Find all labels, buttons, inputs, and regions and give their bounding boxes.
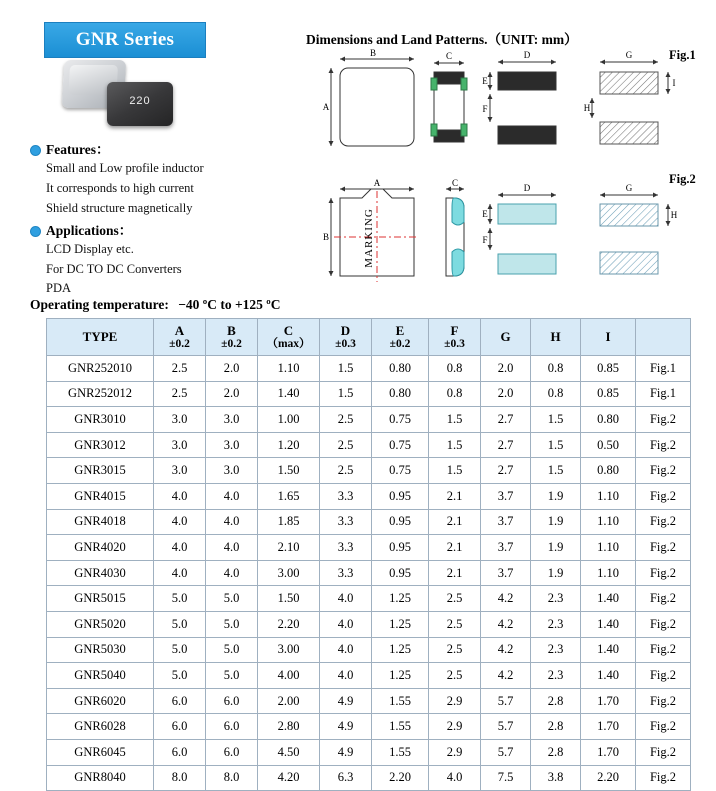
specification-table — [46, 318, 691, 791]
table-cell: 2.8 — [531, 714, 581, 740]
application-item: LCD Display etc. — [46, 242, 134, 256]
table-cell: 0.75 — [372, 432, 429, 458]
table-cell: 2.5 — [154, 381, 206, 407]
table-cell: 1.55 — [372, 714, 429, 740]
table-cell: 4.0 — [154, 560, 206, 586]
feature-item: Shield structure magnetically — [46, 201, 193, 215]
table-cell: 3.7 — [481, 560, 531, 586]
table-cell: 4.0 — [206, 535, 258, 561]
svg-text:B: B — [322, 232, 330, 242]
table-cell: 2.0 — [206, 356, 258, 382]
table-row — [47, 356, 691, 382]
table-cell: 3.8 — [531, 765, 581, 791]
svg-text:A: A — [322, 102, 330, 112]
table-cell: Fig.1 — [636, 356, 691, 382]
table-cell: 2.5 — [320, 458, 372, 484]
table-cell: Fig.2 — [636, 611, 691, 637]
operating-temperature-label: Operating temperature: — [30, 297, 169, 312]
cell-type: GNR3010 — [47, 407, 154, 433]
table-row — [47, 765, 691, 791]
table-cell: 4.9 — [320, 739, 372, 765]
table-cell: 3.7 — [481, 509, 531, 535]
table-cell: 1.55 — [372, 688, 429, 714]
dimension-drawings — [318, 48, 698, 293]
table-cell: 5.7 — [481, 688, 531, 714]
table-cell: 5.0 — [206, 637, 258, 663]
table-row — [47, 483, 691, 509]
table-cell: 1.5 — [531, 432, 581, 458]
table-cell: Fig.2 — [636, 458, 691, 484]
svg-text:G: G — [625, 50, 633, 60]
table-cell: 2.10 — [258, 535, 320, 561]
table-cell: 1.5 — [320, 356, 372, 382]
cell-type: GNR3012 — [47, 432, 154, 458]
table-cell: 2.8 — [531, 739, 581, 765]
table-cell: 2.80 — [258, 714, 320, 740]
table-cell: 0.80 — [581, 458, 636, 484]
table-cell: 3.3 — [320, 560, 372, 586]
table-cell: 2.20 — [372, 765, 429, 791]
svg-text:B: B — [369, 48, 377, 58]
svg-text:A: A — [373, 178, 381, 188]
table-cell: 7.5 — [481, 765, 531, 791]
table-cell: 1.25 — [372, 637, 429, 663]
table-cell: 4.9 — [320, 688, 372, 714]
table-row — [47, 688, 691, 714]
table-cell: 2.9 — [429, 739, 481, 765]
table-cell: 2.0 — [481, 356, 531, 382]
cell-type: GNR5015 — [47, 586, 154, 612]
table-cell: 1.5 — [320, 381, 372, 407]
feature-item: It corresponds to high current — [46, 181, 194, 195]
table-cell: 4.20 — [258, 765, 320, 791]
table-cell: 2.7 — [481, 458, 531, 484]
application-item: For DC TO DC Converters — [46, 262, 182, 276]
table-cell: 3.7 — [481, 483, 531, 509]
table-cell: 3.3 — [320, 509, 372, 535]
inductor-chip-dark — [107, 82, 173, 126]
table-cell: 6.0 — [154, 714, 206, 740]
svg-text:F: F — [482, 235, 488, 245]
table-cell: 5.0 — [206, 611, 258, 637]
table-cell: 2.20 — [258, 611, 320, 637]
table-cell: 3.0 — [154, 407, 206, 433]
table-cell: 1.55 — [372, 739, 429, 765]
table-cell: 1.10 — [258, 356, 320, 382]
col-header-f: F ±0.3 — [429, 319, 481, 356]
cell-type: GNR5020 — [47, 611, 154, 637]
table-cell: Fig.1 — [636, 381, 691, 407]
table-cell: 2.5 — [154, 356, 206, 382]
col-header-h: H — [531, 319, 581, 356]
col-header-e: E ±0.2 — [372, 319, 429, 356]
dimensions-heading-text: Dimensions and Land Patterns.（UNIT: mm） — [306, 32, 578, 47]
table-cell: 1.5 — [429, 407, 481, 433]
table-row — [47, 458, 691, 484]
table-cell: 1.10 — [581, 509, 636, 535]
table-cell: Fig.2 — [636, 663, 691, 689]
table-cell: 4.0 — [154, 535, 206, 561]
cell-type: GNR252012 — [47, 381, 154, 407]
table-cell: 2.3 — [531, 611, 581, 637]
table-row — [47, 535, 691, 561]
operating-temperature — [30, 297, 281, 313]
cell-type: GNR6028 — [47, 714, 154, 740]
table-cell: 2.0 — [206, 381, 258, 407]
cell-type: GNR4018 — [47, 509, 154, 535]
table-cell: Fig.2 — [636, 586, 691, 612]
table-body — [47, 356, 691, 791]
table-cell: 1.50 — [258, 458, 320, 484]
fig2-label: Fig.2 — [669, 172, 696, 186]
table-cell: 4.50 — [258, 739, 320, 765]
table-cell: 4.0 — [154, 509, 206, 535]
table-cell: 0.50 — [581, 432, 636, 458]
table-row — [47, 714, 691, 740]
table-cell: 4.0 — [206, 560, 258, 586]
table-cell: 1.40 — [581, 663, 636, 689]
table-cell: 3.0 — [206, 458, 258, 484]
cell-type: GNR4015 — [47, 483, 154, 509]
table-row — [47, 611, 691, 637]
table-cell: 4.0 — [154, 483, 206, 509]
feature-item: Small and Low profile inductor — [46, 161, 204, 175]
features-heading-text: Features： — [46, 142, 110, 157]
col-header-d: D ±0.3 — [320, 319, 372, 356]
applications-heading-text: Applications： — [46, 223, 133, 238]
col-header-a: A ±0.2 — [154, 319, 206, 356]
table-cell: 0.75 — [372, 458, 429, 484]
svg-text:MARKING: MARKING — [363, 208, 375, 268]
table-cell: 6.0 — [154, 688, 206, 714]
svg-text:F: F — [482, 104, 488, 114]
table-cell: 1.50 — [258, 586, 320, 612]
cell-type: GNR6045 — [47, 739, 154, 765]
table-cell: 0.8 — [531, 381, 581, 407]
table-cell: 1.85 — [258, 509, 320, 535]
table-row — [47, 407, 691, 433]
table-cell: 5.0 — [154, 663, 206, 689]
table-cell: Fig.2 — [636, 739, 691, 765]
table-cell: 3.0 — [154, 458, 206, 484]
table-cell: 2.5 — [429, 586, 481, 612]
svg-text:E: E — [482, 209, 488, 219]
table-cell: 1.40 — [581, 611, 636, 637]
table-cell: 0.85 — [581, 356, 636, 382]
svg-text:H: H — [583, 103, 591, 113]
table-cell: 1.25 — [372, 586, 429, 612]
table-cell: 1.5 — [531, 458, 581, 484]
table-cell: 2.8 — [531, 688, 581, 714]
table-cell: 5.7 — [481, 714, 531, 740]
table-cell: 0.80 — [372, 381, 429, 407]
cell-type: GNR4020 — [47, 535, 154, 561]
table-cell: 0.95 — [372, 535, 429, 561]
table-cell: 4.0 — [320, 637, 372, 663]
table-cell: 2.9 — [429, 688, 481, 714]
table-cell: 4.2 — [481, 611, 531, 637]
table-cell: 1.20 — [258, 432, 320, 458]
table-cell: 2.5 — [429, 663, 481, 689]
table-cell: 1.65 — [258, 483, 320, 509]
table-cell: Fig.2 — [636, 688, 691, 714]
col-header-type: TYPE — [47, 319, 154, 356]
table-row — [47, 586, 691, 612]
table-cell: 2.00 — [258, 688, 320, 714]
table-cell: 3.00 — [258, 560, 320, 586]
table-cell: 2.5 — [429, 611, 481, 637]
table-cell: 1.10 — [581, 483, 636, 509]
table-cell: 5.0 — [206, 586, 258, 612]
table-cell: 3.3 — [320, 535, 372, 561]
table-cell: 4.2 — [481, 637, 531, 663]
table-cell: 6.0 — [154, 739, 206, 765]
table-row — [47, 739, 691, 765]
table-cell: Fig.2 — [636, 560, 691, 586]
svg-text:E: E — [482, 76, 488, 86]
table-cell: 2.5 — [320, 432, 372, 458]
table-cell: 1.00 — [258, 407, 320, 433]
table-cell: Fig.2 — [636, 714, 691, 740]
table-cell: Fig.2 — [636, 637, 691, 663]
table-cell: 2.5 — [429, 637, 481, 663]
table-cell: 5.0 — [206, 663, 258, 689]
table-cell: 3.3 — [320, 483, 372, 509]
table-row — [47, 663, 691, 689]
table-row — [47, 381, 691, 407]
table-cell: 1.9 — [531, 509, 581, 535]
cell-type: GNR3015 — [47, 458, 154, 484]
table-cell: 4.0 — [320, 586, 372, 612]
table-cell: 4.9 — [320, 714, 372, 740]
cell-type: GNR6020 — [47, 688, 154, 714]
table-cell: 0.95 — [372, 509, 429, 535]
table-header-row — [47, 319, 691, 356]
operating-temperature-value: −40 ºC to +125 ºC — [178, 297, 281, 312]
svg-text:C: C — [451, 178, 459, 188]
bullet-dot-icon — [30, 145, 41, 156]
table-cell: 1.70 — [581, 739, 636, 765]
table-cell: 4.0 — [320, 663, 372, 689]
table-cell: 3.00 — [258, 637, 320, 663]
table-cell: 1.70 — [581, 714, 636, 740]
features-heading — [30, 138, 110, 158]
table-cell: 1.40 — [258, 381, 320, 407]
table-cell: 1.5 — [429, 458, 481, 484]
cell-type: GNR4030 — [47, 560, 154, 586]
table-cell: 1.70 — [581, 688, 636, 714]
table-cell: 5.7 — [481, 739, 531, 765]
table-cell: 0.75 — [372, 407, 429, 433]
table-cell: 0.85 — [581, 381, 636, 407]
table-cell: 3.7 — [481, 535, 531, 561]
table-cell: 6.0 — [206, 714, 258, 740]
table-cell: 2.20 — [581, 765, 636, 791]
table-row — [47, 432, 691, 458]
table-cell: 0.95 — [372, 560, 429, 586]
table-row — [47, 509, 691, 535]
table-cell: 8.0 — [154, 765, 206, 791]
svg-text:D: D — [523, 183, 531, 193]
table-cell: 2.3 — [531, 586, 581, 612]
table-cell: 2.7 — [481, 407, 531, 433]
table-cell: 2.1 — [429, 535, 481, 561]
table-cell: 4.0 — [206, 483, 258, 509]
cell-type: GNR8040 — [47, 765, 154, 791]
table-cell: 6.0 — [206, 688, 258, 714]
application-item: PDA — [46, 281, 72, 295]
table-cell: 1.25 — [372, 663, 429, 689]
table-cell: 3.0 — [206, 432, 258, 458]
table-cell: 2.9 — [429, 714, 481, 740]
table-cell: Fig.2 — [636, 535, 691, 561]
table-cell: 2.1 — [429, 560, 481, 586]
cell-type: GNR252010 — [47, 356, 154, 382]
table-cell: 2.1 — [429, 509, 481, 535]
table-cell: 6.3 — [320, 765, 372, 791]
table-cell: 3.0 — [206, 407, 258, 433]
table-head — [47, 319, 691, 356]
table-cell: 4.2 — [481, 663, 531, 689]
table-cell: 2.0 — [481, 381, 531, 407]
table-cell: 1.10 — [581, 560, 636, 586]
table-cell: 0.80 — [372, 356, 429, 382]
table-cell: 2.3 — [531, 663, 581, 689]
table-cell: 5.0 — [154, 586, 206, 612]
table-cell: 0.8 — [429, 356, 481, 382]
series-title-text: GNR Series — [75, 29, 175, 50]
table-cell: 0.95 — [372, 483, 429, 509]
table-cell: Fig.2 — [636, 765, 691, 791]
dimensions-heading — [306, 28, 578, 48]
table-cell: 2.5 — [320, 407, 372, 433]
series-title-badge — [44, 22, 206, 58]
table-cell: 8.0 — [206, 765, 258, 791]
col-header-i: I — [581, 319, 636, 356]
bullet-dot-icon — [30, 226, 41, 237]
svg-text:D: D — [523, 50, 531, 60]
table-cell: Fig.2 — [636, 483, 691, 509]
table-cell: 2.1 — [429, 483, 481, 509]
table-cell: 4.0 — [320, 611, 372, 637]
table-cell: 4.0 — [206, 509, 258, 535]
cell-type: GNR5040 — [47, 663, 154, 689]
table-cell: 4.0 — [429, 765, 481, 791]
table-cell: 0.8 — [429, 381, 481, 407]
applications-heading — [30, 219, 132, 239]
table-cell: 3.0 — [154, 432, 206, 458]
table-cell: 1.25 — [372, 611, 429, 637]
fig1-label: Fig.1 — [669, 48, 696, 62]
table-cell: 1.9 — [531, 535, 581, 561]
table-cell: 1.5 — [531, 407, 581, 433]
specification-table-wrap — [46, 318, 691, 791]
table-cell: 1.40 — [581, 637, 636, 663]
cell-type: GNR5030 — [47, 637, 154, 663]
table-cell: 1.9 — [531, 560, 581, 586]
table-cell: 6.0 — [206, 739, 258, 765]
table-cell: Fig.2 — [636, 432, 691, 458]
table-cell: 5.0 — [154, 637, 206, 663]
table-cell: 4.00 — [258, 663, 320, 689]
table-cell: 0.80 — [581, 407, 636, 433]
svg-text:H: H — [670, 210, 678, 220]
table-cell: Fig.2 — [636, 407, 691, 433]
table-cell: 1.10 — [581, 535, 636, 561]
table-row — [47, 560, 691, 586]
table-cell: Fig.2 — [636, 509, 691, 535]
table-cell: 2.7 — [481, 432, 531, 458]
table-cell: 1.40 — [581, 586, 636, 612]
col-header-b: B ±0.2 — [206, 319, 258, 356]
col-header-c: C （max） — [258, 319, 320, 356]
product-photo — [55, 60, 200, 128]
svg-text:C: C — [445, 51, 453, 61]
svg-text:I: I — [672, 78, 676, 88]
table-cell: 0.8 — [531, 356, 581, 382]
chip-code-label: 220 — [129, 95, 151, 107]
col-header-fig — [636, 319, 691, 356]
table-cell: 1.9 — [531, 483, 581, 509]
table-cell: 1.5 — [429, 432, 481, 458]
col-header-g: G — [481, 319, 531, 356]
table-row — [47, 637, 691, 663]
svg-text:G: G — [625, 183, 633, 193]
table-cell: 4.2 — [481, 586, 531, 612]
table-cell: 5.0 — [154, 611, 206, 637]
table-cell: 2.3 — [531, 637, 581, 663]
